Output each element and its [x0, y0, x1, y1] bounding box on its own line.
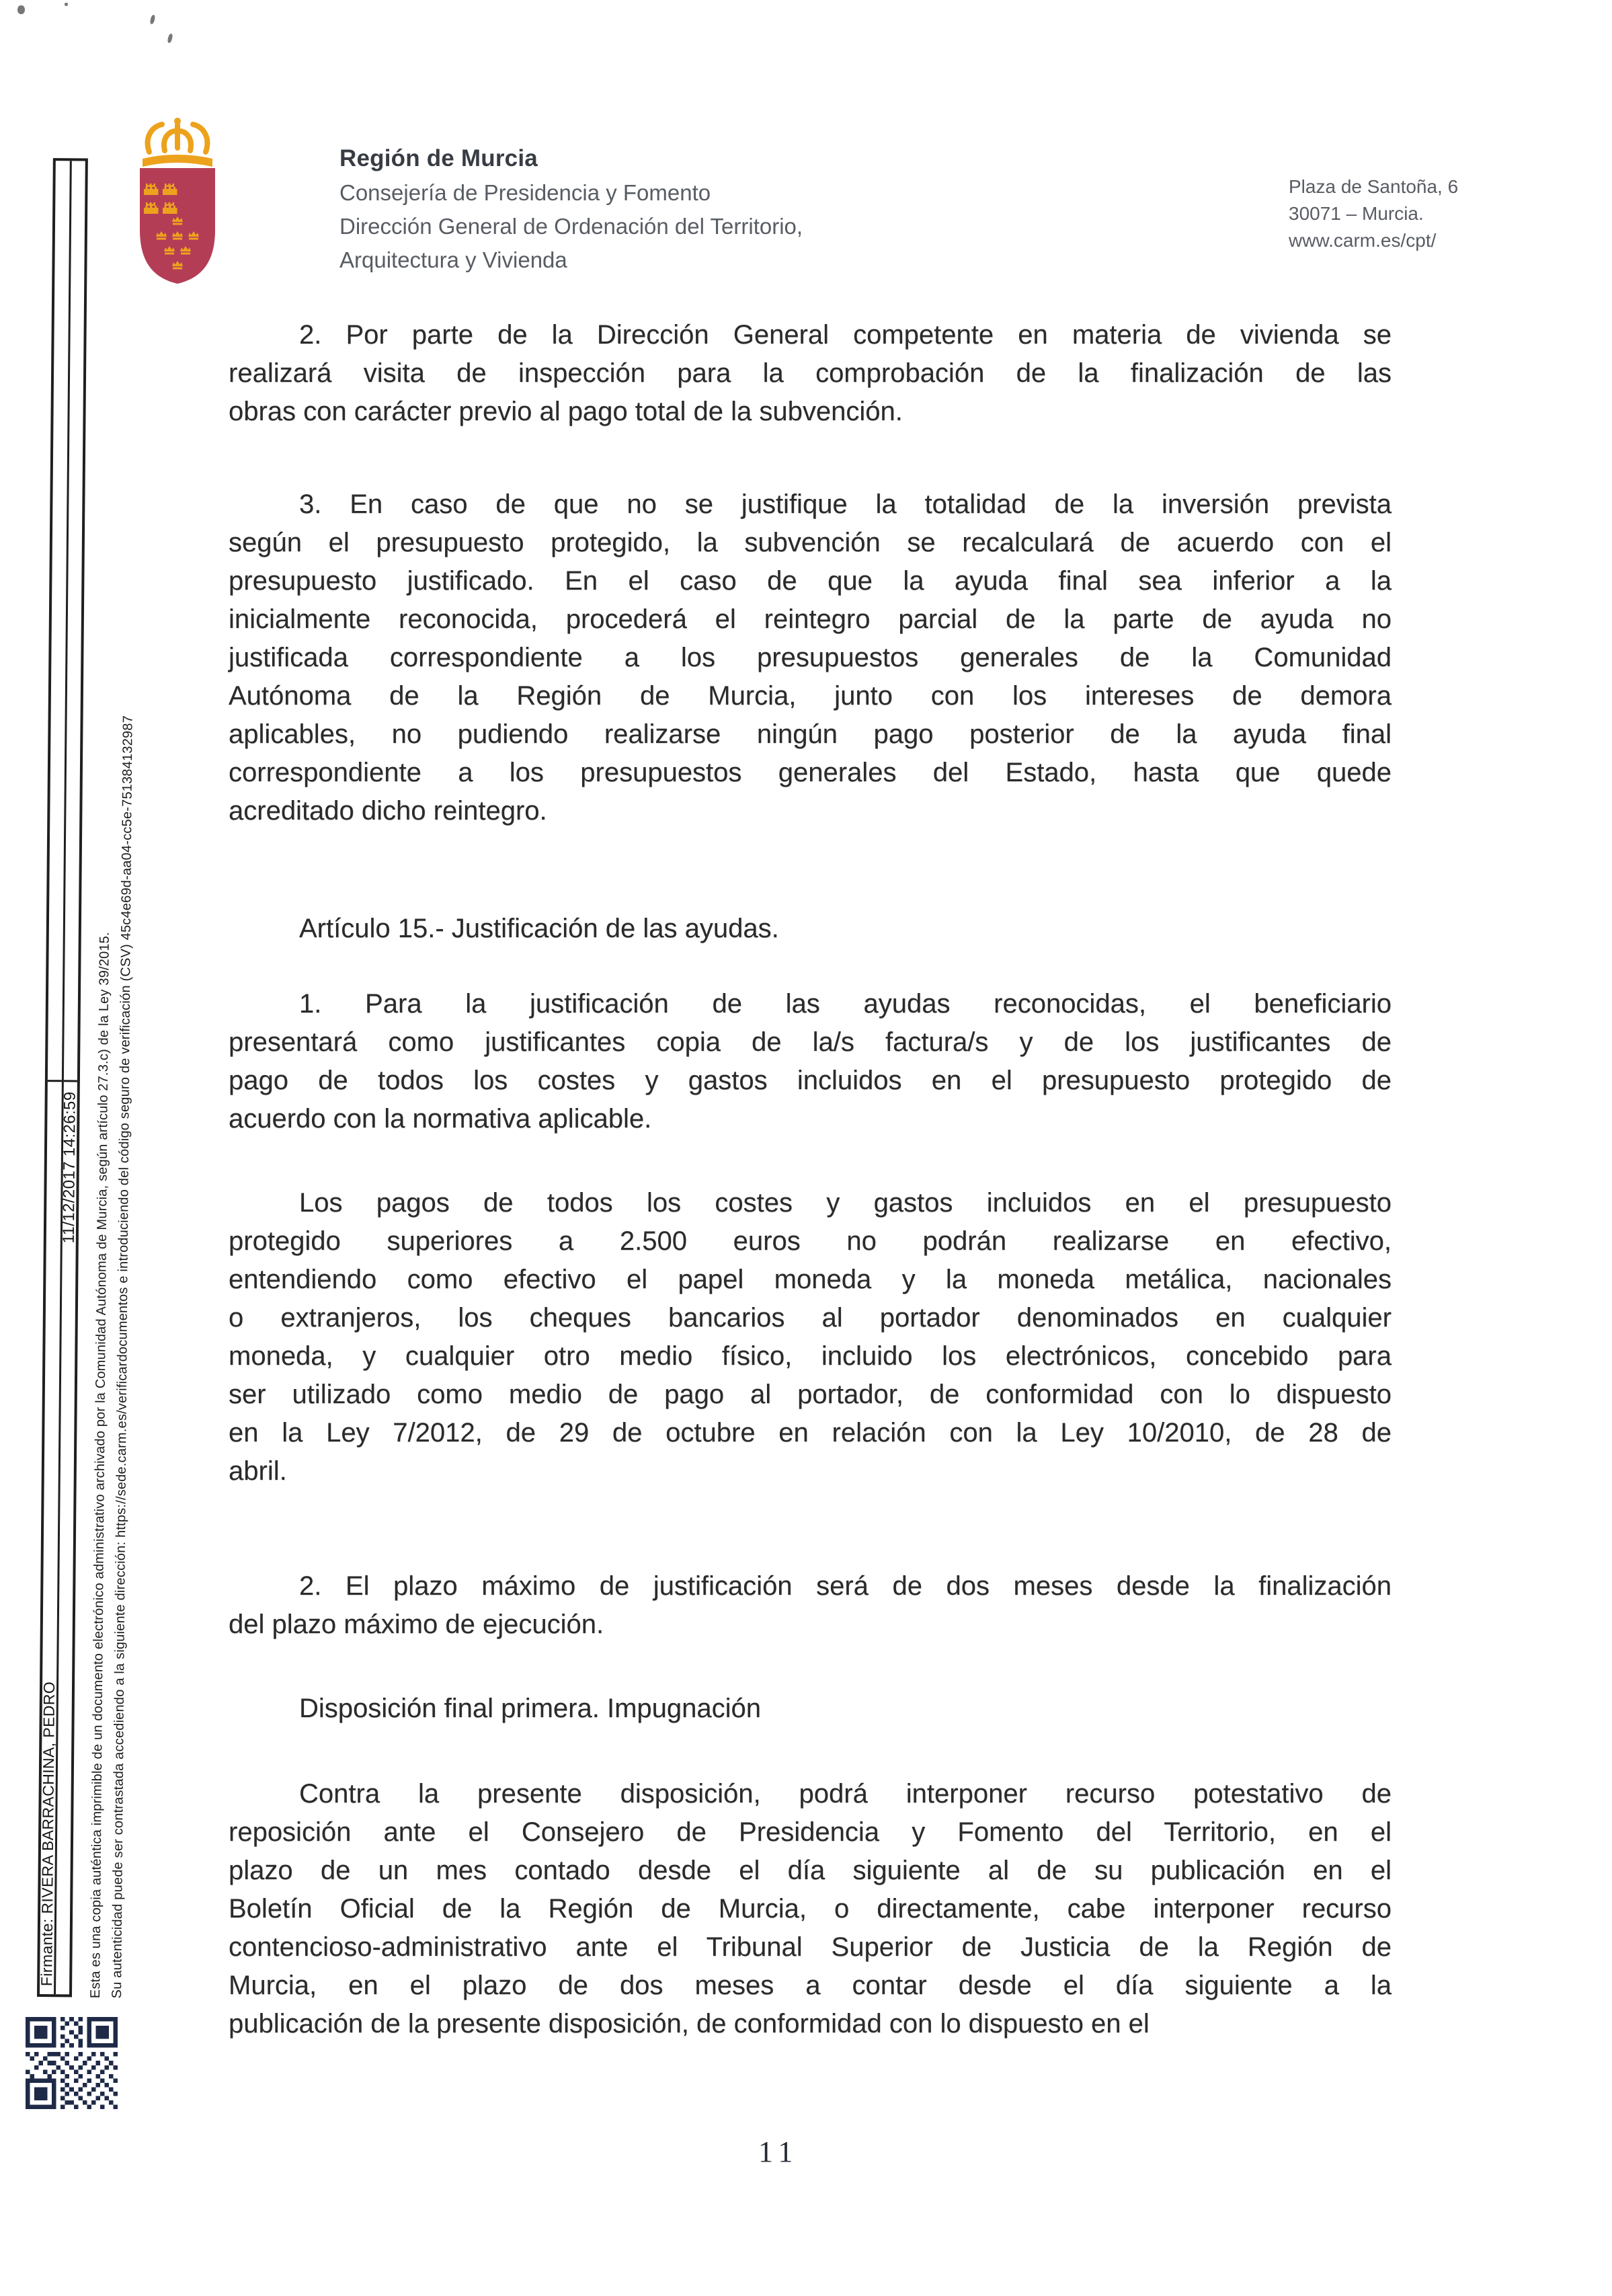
org-dept-line: Dirección General de Ordenación del Territorio,	[339, 214, 803, 239]
signer-name: Firmante: RIVERA BARRACHINA, PEDRO	[40, 1080, 61, 1994]
text-line: del plazo máximo de ejecución.	[229, 1610, 604, 1639]
authenticity-note	[85, 159, 144, 1998]
org-identity	[339, 141, 803, 277]
text-line: Contra la presente disposición, podrá interponer recurso potestativo de	[299, 1779, 1392, 1809]
address-line: www.carm.es/cpt/	[1289, 230, 1437, 251]
text-line: Autónoma de la Región de Murcia, junto con los intereses de demora	[229, 681, 1392, 711]
text-line: abril.	[229, 1456, 287, 1486]
signature-table	[37, 158, 88, 1997]
scan-speck	[149, 14, 155, 24]
section-heading: Artículo 15.- Justificación de las ayudas.	[299, 914, 779, 943]
text-line: acreditado dicho reintegro.	[229, 796, 547, 826]
crown-icon	[143, 118, 212, 167]
text-line: publicación de la presente disposición, de conformidad con lo dispuesto en el	[229, 2009, 1150, 2038]
text-line: plazo de un mes contado desde el día siguiente al de su publicación en el	[229, 1856, 1392, 1885]
text-line: o extranjeros, los cheques bancarios al portador denominados en cualquier	[229, 1303, 1392, 1333]
scan-speck	[167, 33, 173, 43]
text-line: 2. Por parte de la Dirección General competente en materia de vivienda se	[299, 320, 1392, 350]
section-heading: Disposición final primera. Impugnación	[299, 1694, 761, 1723]
text-line: aplicables, no pudiendo realizarse ningún pago posterior de la ayuda final	[229, 719, 1392, 749]
text-line: acuerdo con la normativa aplicable.	[229, 1104, 652, 1134]
text-line: ser utilizado como medio de pago al portador, de conformidad con lo dispuesto	[229, 1380, 1392, 1409]
text-line: presentará como justificantes copia de la/s factura/s y de los justificantes de	[229, 1027, 1392, 1057]
qr-code	[26, 2017, 118, 2109]
paragraph	[229, 485, 1392, 830]
scan-speck	[65, 3, 68, 6]
signature-timestamp: 11/12/2017 14:26:59	[56, 1080, 77, 1994]
address-line: 30071 – Murcia.	[1289, 203, 1424, 224]
paragraph	[229, 1567, 1392, 1644]
text-line: moneda, y cualquier otro medio físico, incluido los electrónicos, concebido para	[229, 1341, 1392, 1371]
page-number: 11	[758, 2135, 799, 2168]
text-line: entendiendo como efectivo el papel moneda y la moneda metálica, nacionales	[229, 1265, 1392, 1294]
org-address	[1289, 173, 1458, 254]
org-dept-line: Consejería de Presidencia y Fomento	[339, 180, 711, 205]
text-line: 1. Para la justificación de las ayudas reconocidas, el beneficiario	[299, 989, 1392, 1019]
text-line: Los pagos de todos los costes y gastos incluidos en el presupuesto	[299, 1188, 1392, 1218]
authenticity-line: Esta es una copia auténtica imprimible de un documento electrónico administrativo archivado por la Comunidad Autónoma de Murcia, según artículo 27.3.c) de la Ley 39/2015.	[87, 932, 112, 1999]
text-line: realizará visita de inspección para la comprobación de la finalización de las	[229, 358, 1392, 388]
text-line: 2. El plazo máximo de justificación será de dos meses desde la finalización	[299, 1571, 1392, 1601]
text-line: reposición ante el Consejero de Presidencia y Fomento del Territorio, en el	[229, 1817, 1392, 1847]
paragraph	[229, 316, 1392, 431]
paragraph	[229, 1775, 1392, 2043]
text-line: protegido superiores a 2.500 euros no podrán realizarse en efectivo,	[229, 1226, 1392, 1256]
text-line: presupuesto justificado. En el caso de que la ayuda final sea inferior a la	[229, 566, 1392, 596]
document-body	[229, 316, 1392, 2043]
region-murcia-coat-of-arms-icon	[134, 116, 220, 285]
text-line: obras con carácter previo al pago total de la subvención.	[229, 397, 903, 426]
text-line: justificada correspondiente a los presupuestos generales de la Comunidad	[229, 643, 1392, 672]
text-line: según el presupuesto protegido, la subvención se recalculará de acuerdo con el	[229, 528, 1392, 557]
text-line: Murcia, en el plazo de dos meses a contar desde el día siguiente a la	[229, 1971, 1392, 2000]
scan-speck	[17, 5, 25, 14]
text-line: contencioso-administrativo ante el Tribunal Superior de Justicia de la Región de	[229, 1932, 1392, 1962]
text-line: pago de todos los costes y gastos incluidos en el presupuesto protegido de	[229, 1066, 1392, 1095]
address-line: Plaza de Santoña, 6	[1289, 176, 1459, 197]
org-dept-line: Arquitectura y Vivienda	[339, 247, 567, 272]
paragraph	[229, 1184, 1392, 1491]
text-line: inicialmente reconocida, procederá el reintegro parcial de la parte de ayuda no	[229, 604, 1392, 634]
paragraph	[229, 985, 1392, 1138]
text-line: Boletín Oficial de la Región de Murcia, o directamente, cabe interponer recurso	[229, 1894, 1392, 1924]
text-line: en la Ley 7/2012, de 29 de octubre en relación con la Ley 10/2010, de 28 de	[229, 1418, 1392, 1448]
org-name: Región de Murcia	[339, 145, 538, 171]
authenticity-line: Su autenticidad puede ser contrastada accediendo a la siguiente dirección: https://sede.carm.es/verificardocumentos e introduciendo del código seguro de verificación (CSV) 45c4e69d-aa04-cc5e-751384132987	[109, 715, 136, 1999]
text-line: 3. En caso de que no se justifique la totalidad de la inversión prevista	[299, 489, 1392, 519]
text-line: correspondiente a los presupuestos generales del Estado, hasta que quede	[229, 758, 1392, 787]
